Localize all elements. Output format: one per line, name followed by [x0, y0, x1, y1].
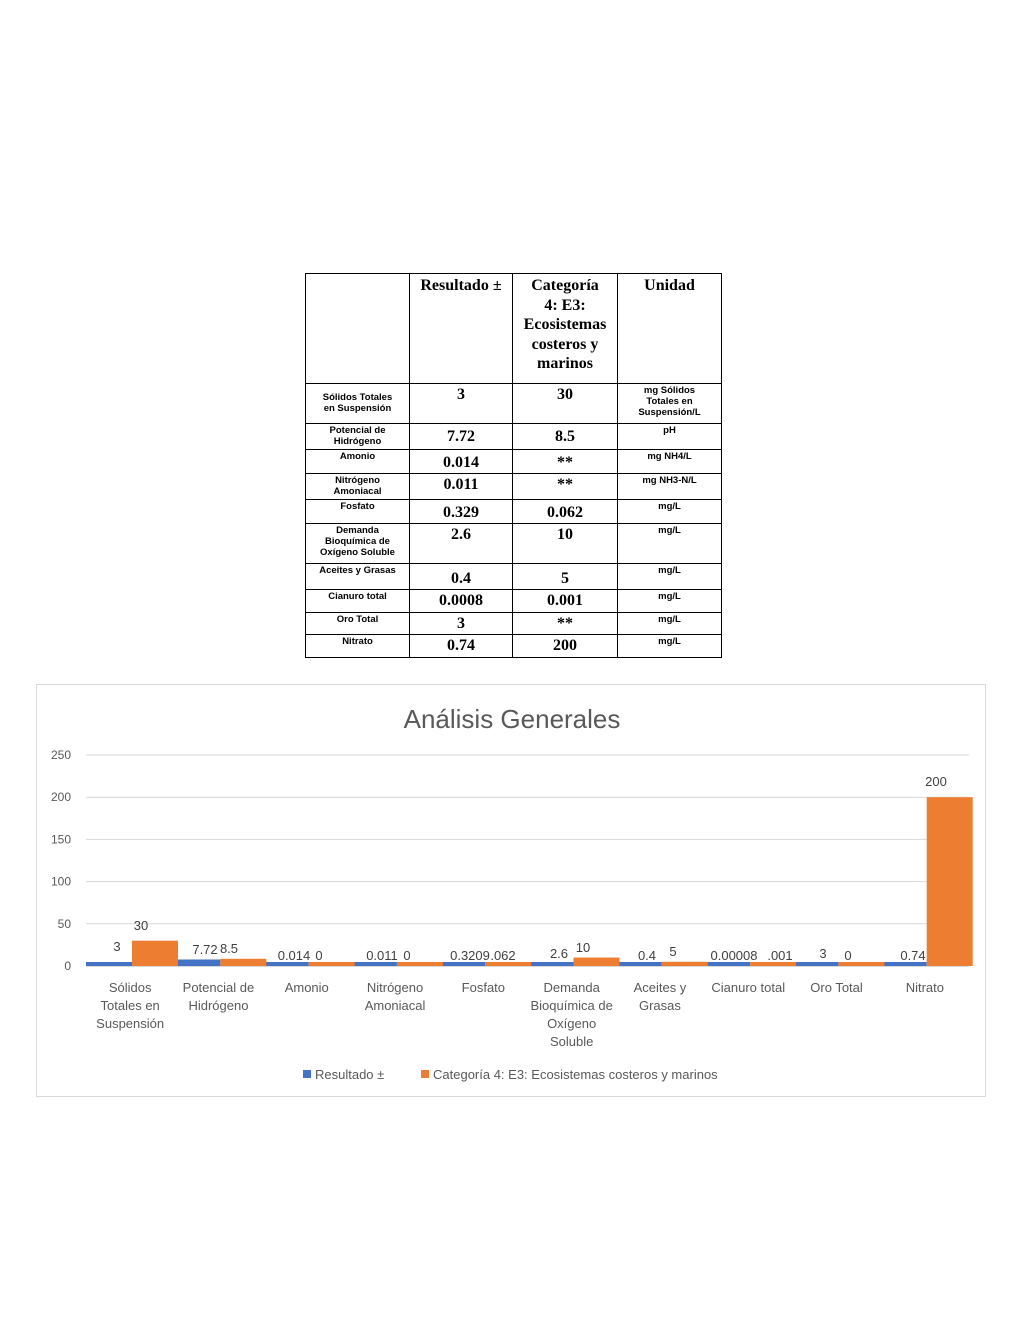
- unit-line: Suspensión/L: [638, 407, 701, 418]
- x-tick-label: Fosfato: [461, 980, 506, 995]
- data-label: 2.6: [549, 946, 569, 961]
- cell-parameter: [306, 450, 410, 474]
- x-tick-label: Totales en: [100, 998, 160, 1013]
- x-tick-label: Amonio: [284, 980, 329, 995]
- cell-parameter: [306, 590, 410, 613]
- cell-unidad: [618, 613, 722, 635]
- table-row: [306, 635, 722, 658]
- y-tick-label: 200: [50, 790, 71, 805]
- table-row: [306, 384, 722, 424]
- unit-line: mg/L: [658, 501, 681, 512]
- data-label: 0.011: [366, 948, 398, 963]
- data-label: 5: [669, 944, 677, 959]
- bar-categoria: [574, 958, 620, 966]
- table-row: [306, 524, 722, 564]
- x-tick-label: Suspensión: [96, 1016, 165, 1031]
- bar-resultado: [174, 959, 220, 966]
- legend-label: Resultado ±: [315, 1067, 385, 1082]
- parameter-line: Potencial de: [329, 425, 386, 436]
- cell-categoria: **: [513, 450, 618, 474]
- data-label: 3: [819, 946, 827, 961]
- parameter-line: Amoniacal: [333, 486, 382, 497]
- cell-resultado: 0.4: [410, 564, 513, 590]
- cell-categoria: 200: [513, 635, 618, 658]
- x-tick-label: Soluble: [549, 1034, 594, 1049]
- x-tick-label: Sólidos: [108, 980, 152, 995]
- cell-resultado: 0.014: [410, 450, 513, 474]
- bar-resultado: [792, 962, 838, 966]
- cell-resultado: 3: [410, 384, 513, 424]
- parameter-line: Fosfato: [340, 501, 375, 512]
- x-tick-label: Demanda: [543, 980, 600, 995]
- cell-categoria: **: [513, 613, 618, 635]
- header-empty: [306, 274, 410, 384]
- unit-line: Totales en: [646, 396, 693, 407]
- table-row: [306, 500, 722, 524]
- header-resultado: Resultado ±: [410, 274, 513, 384]
- unit-line: mg/L: [658, 614, 681, 625]
- unit-line: mg NH4/L: [647, 451, 692, 462]
- bar-chart: [37, 685, 987, 1098]
- data-label: 7.72: [192, 942, 218, 957]
- parameter-line: Nitrógeno: [335, 475, 380, 486]
- cell-unidad: [618, 564, 722, 590]
- legend-swatch-resultado: [303, 1070, 311, 1078]
- cell-resultado: 0.0008: [410, 590, 513, 613]
- header-categoria-line: costeros y: [531, 335, 599, 353]
- table-row: [306, 590, 722, 613]
- legend-label: Categoría 4: E3: Ecosistemas costeros y marinos: [433, 1067, 718, 1082]
- cell-unidad: [618, 524, 722, 564]
- data-label: 8.5: [219, 941, 239, 956]
- x-tick-label: Amoniacal: [364, 998, 426, 1013]
- data-label: 0.4: [637, 948, 657, 963]
- cell-parameter: [306, 424, 410, 450]
- data-label: 0.014: [277, 948, 311, 963]
- data-label: .001: [767, 948, 793, 963]
- parameter-line: Aceites y Grasas: [319, 565, 396, 576]
- y-tick-label: 100: [50, 874, 71, 889]
- parameter-line: Amonio: [339, 451, 376, 462]
- data-label: 10: [575, 940, 591, 955]
- x-tick-label: Grasas: [638, 998, 681, 1013]
- cell-resultado: 0.011: [410, 474, 513, 500]
- x-tick-label: Hidrógeno: [188, 998, 249, 1013]
- data-label: 30: [133, 918, 149, 933]
- header-categoria-line: Categoría: [531, 277, 599, 294]
- legend-swatch-categoria: [421, 1070, 429, 1078]
- table-row: [306, 564, 722, 590]
- x-tick-label: Nitrógeno: [366, 980, 424, 995]
- results-table: [305, 273, 722, 658]
- unit-line: mg Sólidos: [643, 385, 696, 396]
- table-row: [306, 613, 722, 635]
- cell-categoria: 10: [513, 524, 618, 564]
- cell-unidad: [618, 424, 722, 450]
- cell-parameter: [306, 384, 410, 424]
- cell-categoria: **: [513, 474, 618, 500]
- table-header-row: [306, 274, 722, 384]
- header-categoria-line: Ecosistemas: [523, 316, 607, 333]
- header-categoria-line: marinos: [537, 355, 593, 372]
- parameter-line: Demanda: [336, 525, 379, 536]
- cell-parameter: [306, 564, 410, 590]
- cell-resultado: 0.329: [410, 500, 513, 524]
- x-tick-label: Oro Total: [810, 980, 863, 995]
- cell-parameter: [306, 635, 410, 658]
- cell-parameter: [306, 613, 410, 635]
- chart-title: Análisis Generales: [403, 704, 621, 734]
- parameter-line: Nitrato: [342, 636, 373, 647]
- cell-parameter: [306, 500, 410, 524]
- cell-categoria: 5: [513, 564, 618, 590]
- x-tick-label: Cianuro total: [711, 980, 786, 995]
- data-label: 0: [844, 948, 852, 963]
- table-row: [306, 450, 722, 474]
- unit-line: mg/L: [658, 591, 681, 602]
- cell-parameter: [306, 524, 410, 564]
- unit-line: pH: [663, 425, 676, 436]
- cell-categoria: 0.062: [513, 500, 618, 524]
- header-categoria: [513, 274, 618, 384]
- parameter-line: Oro Total: [336, 614, 379, 625]
- y-tick-label: 0: [64, 959, 71, 973]
- bar-categoria: [927, 797, 973, 966]
- data-label: 3: [113, 939, 121, 954]
- unit-line: mg/L: [658, 525, 681, 536]
- cell-resultado: 0.74: [410, 635, 513, 658]
- table-row: [306, 424, 722, 450]
- parameter-line: Cianuro total: [328, 591, 387, 602]
- bar-categoria: [132, 941, 178, 966]
- cell-categoria: 8.5: [513, 424, 618, 450]
- cell-parameter: [306, 474, 410, 500]
- cell-categoria: 30: [513, 384, 618, 424]
- cell-resultado: 7.72: [410, 424, 513, 450]
- data-label: 200: [925, 774, 947, 789]
- parameter-line: Hidrógeno: [333, 436, 382, 447]
- cell-categoria: 0.001: [513, 590, 618, 613]
- chart-container: [36, 684, 986, 1097]
- bar-resultado: [86, 962, 132, 966]
- data-label: 0.3209: [450, 948, 490, 963]
- data-label: 0: [315, 948, 323, 963]
- bar-categoria: [662, 962, 708, 966]
- table-row: [306, 474, 722, 500]
- y-tick-label: 150: [50, 832, 71, 847]
- parameter-line: Oxígeno Soluble: [320, 547, 395, 558]
- parameter-line: Sólidos Totales: [322, 392, 393, 403]
- y-tick-label: 50: [57, 916, 71, 931]
- cell-unidad: [618, 500, 722, 524]
- data-label: 0: [403, 948, 411, 963]
- cell-resultado: 3: [410, 613, 513, 635]
- cell-unidad: [618, 474, 722, 500]
- unit-line: mg/L: [658, 636, 681, 647]
- x-tick-label: Bioquímica de: [530, 998, 613, 1013]
- cell-resultado: 2.6: [410, 524, 513, 564]
- x-tick-label: Aceites y: [633, 980, 687, 995]
- unit-line: mg NH3-N/L: [642, 475, 697, 486]
- data-label: 0.74: [900, 948, 926, 963]
- x-tick-label: Potencial de: [182, 980, 255, 995]
- bar-categoria: [220, 959, 266, 966]
- data-label: 0.00008: [710, 948, 758, 963]
- x-tick-label: Nitrato: [905, 980, 944, 995]
- cell-unidad: [618, 384, 722, 424]
- data-label: .062: [490, 948, 516, 963]
- x-tick-label: Oxígeno: [547, 1016, 597, 1031]
- table-body: [306, 384, 722, 658]
- header-categoria-line: 4: E3:: [544, 296, 586, 314]
- unit-line: mg/L: [658, 565, 681, 576]
- bar-resultado: [528, 962, 574, 966]
- y-tick-label: 250: [50, 748, 71, 762]
- cell-unidad: [618, 635, 722, 658]
- parameter-line: Bioquímica de: [325, 536, 390, 547]
- cell-unidad: [618, 450, 722, 474]
- parameter-line: en Suspensión: [323, 403, 392, 414]
- header-unidad: Unidad: [618, 274, 722, 384]
- cell-unidad: [618, 590, 722, 613]
